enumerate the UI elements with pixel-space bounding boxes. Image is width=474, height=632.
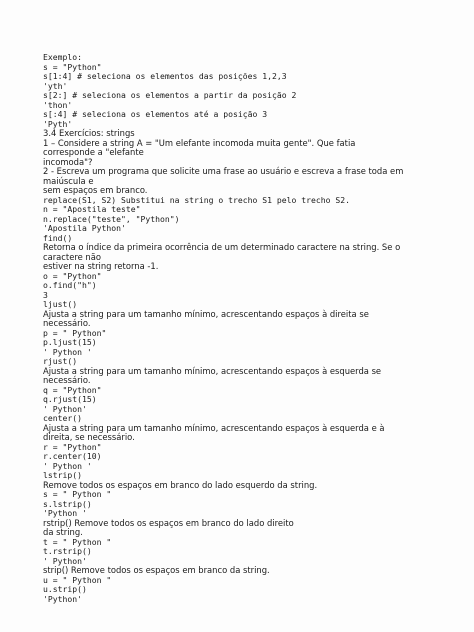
text-line: find() <box>43 232 73 243</box>
text-line: rjust() <box>43 356 78 366</box>
text-line: s = "Python" <box>43 61 102 72</box>
text-line: ' Python ' <box>43 346 92 357</box>
text-line: p = " Python" <box>43 327 107 338</box>
text-line: u.strip() <box>43 584 87 594</box>
text-line: rstrip() Remove todos os espaços em branco do lado direito <box>43 517 294 528</box>
text-line: ' Python ' <box>43 460 92 471</box>
text-line: 'Python' <box>43 593 82 604</box>
text-line: s = " Python " <box>43 489 112 499</box>
text-line: ljust() <box>43 299 78 309</box>
document-text <box>43 53 443 604</box>
text-line: 'Pyth' <box>43 118 73 129</box>
text-line: n = "Apostila teste" <box>43 204 141 214</box>
text-line: 2 - Escreva um programa que solicite uma frase ao usuário e escreva a frase toda em <box>43 166 404 176</box>
text-line: s[2:] # seleciona os elementos a partir da posição 2 <box>43 90 297 100</box>
text-line: q.rjust(15) <box>43 394 97 404</box>
text-line: replace(S1, S2) Substitui na string o trecho S1 pelo trecho S2. <box>43 194 350 205</box>
text-line: 'yth' <box>43 80 68 91</box>
text-line: ' Python' <box>43 403 87 414</box>
text-line: Ajusta a string para um tamanho mínimo, acrescentando espaços à direita se <box>43 308 369 319</box>
text-line: o = "Python" <box>43 270 102 281</box>
text-line: incomoda"? <box>43 156 93 167</box>
text-line: direita, se necessário. <box>43 432 135 442</box>
text-line: 'Python ' <box>43 508 87 518</box>
text-line: r.center(10) <box>43 451 102 461</box>
text-line: s.lstrip() <box>43 498 92 509</box>
text-line: Exemplo: <box>43 52 82 62</box>
text-line: center() <box>43 413 82 423</box>
text-line: sem espaços em branco. <box>43 185 148 195</box>
text-line: s[1:4] # seleciona os elementos das posições 1,2,3 <box>43 71 287 81</box>
text-line: 'Apostila Python' <box>43 223 126 233</box>
text-line: 'thon' <box>43 99 73 110</box>
text-line: necessário. <box>43 318 91 328</box>
text-line: Ajusta a string para um tamanho mínimo, acrescentando espaços à esquerda e à <box>43 422 385 433</box>
text-line: necessário. <box>43 375 91 385</box>
text-line: t = " Python " <box>43 536 112 547</box>
text-line: o.find("h") <box>43 280 97 290</box>
text-line: maiúscula e <box>43 175 94 186</box>
text-line: lstrip() <box>43 470 82 480</box>
text-line: Ajusta a string para um tamanho mínimo, acrescentando espaços à esquerda se <box>43 365 382 376</box>
text-line: p.ljust(15) <box>43 337 97 347</box>
text-line: ' Python' <box>43 555 87 566</box>
text-line: r = "Python" <box>43 441 102 452</box>
text-line: u = " Python " <box>43 574 112 585</box>
text-line: q = "Python" <box>43 384 102 395</box>
text-line: 1 – Considere a string A = "Um elefante incomoda muita gente". Que fatia <box>43 137 356 148</box>
text-line: caractere não <box>43 251 101 262</box>
text-line: 3.4 Exercícios: strings <box>43 128 135 138</box>
text-line: da string. <box>43 527 83 537</box>
text-line: 3 <box>43 289 48 300</box>
text-line: Retorna o índice da primeira ocorrência de um determinado caractere na string. Se o <box>43 242 401 252</box>
text-line: n.replace("teste", "Python") <box>43 213 180 224</box>
text-line: estiver na string retorna -1. <box>43 261 159 271</box>
text-line: t.rstrip() <box>43 546 92 556</box>
text-line: Remove todos os espaços em branco do lado esquerdo da string. <box>43 479 318 490</box>
text-line: strip() Remove todos os espaços em branco da string. <box>43 565 270 575</box>
text-line: corresponde a "elefante <box>43 147 144 157</box>
text-line: s[:4] # seleciona os elementos até a posição 3 <box>43 109 268 119</box>
